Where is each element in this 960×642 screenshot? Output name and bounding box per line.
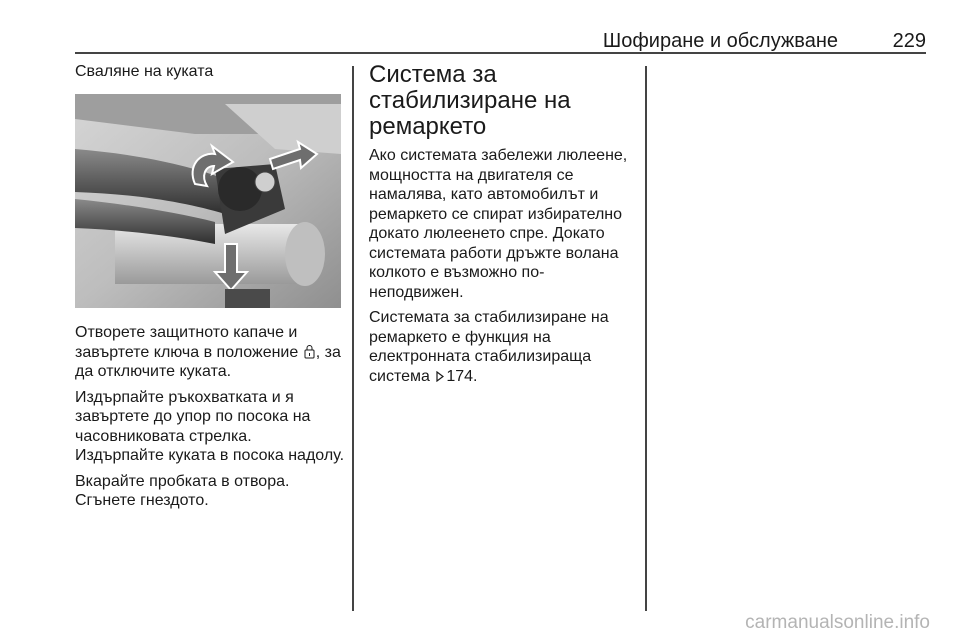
reference-arrow-icon <box>436 371 444 382</box>
tow-hook-photo <box>75 94 341 308</box>
header-rule <box>75 52 926 54</box>
body-paragraph: Ако системата забележи люлеене, мощността на двигателя се намалява, като автомобилът и ремаркето се спират избирателно докато люлеенето спре. Докато системата работи дръжте волана колкото е възможно по-неподвижен. <box>369 147 628 301</box>
step-paragraph <box>75 323 345 382</box>
column-divider-right <box>645 66 647 611</box>
step-paragraph: Издърпайте ръкохватката и я завъртете до упор по посока на часовниковата стрелка. <box>75 388 311 445</box>
page-reference-link[interactable]: 174 <box>446 367 474 385</box>
left-column <box>75 62 345 517</box>
tow-hook-illustration <box>75 94 341 308</box>
step-paragraph: Вкарайте пробката в отвора. <box>75 472 290 490</box>
lock-ignition-icon <box>304 345 315 359</box>
page-header <box>75 28 926 56</box>
section-subtitle: Сваляне на куката <box>75 63 214 80</box>
step-paragraph: Сгънете гнездото. <box>75 492 209 509</box>
chapter-title: Шофиране и обслужване <box>602 30 838 52</box>
right-column <box>369 62 639 392</box>
column-divider-left <box>352 66 354 611</box>
step-paragraph: Издърпайте куката в посока надолу. <box>75 447 345 464</box>
watermark: carmanualsonline.info <box>745 612 930 633</box>
body-paragraph <box>369 308 639 386</box>
step-text: Отворете защитното капаче и завъртете ключа в положение <box>75 324 303 361</box>
step-text-tail: , за да отключите куката. <box>75 343 341 380</box>
section-title: Система за стабилизиране на ремаркето <box>369 61 571 140</box>
page-number: 229 <box>892 30 926 52</box>
body-text: Системата за стабилизиране на ремаркето е функция на електронната стабилизираща система <box>369 309 609 385</box>
body-text-tail: . <box>473 367 478 385</box>
